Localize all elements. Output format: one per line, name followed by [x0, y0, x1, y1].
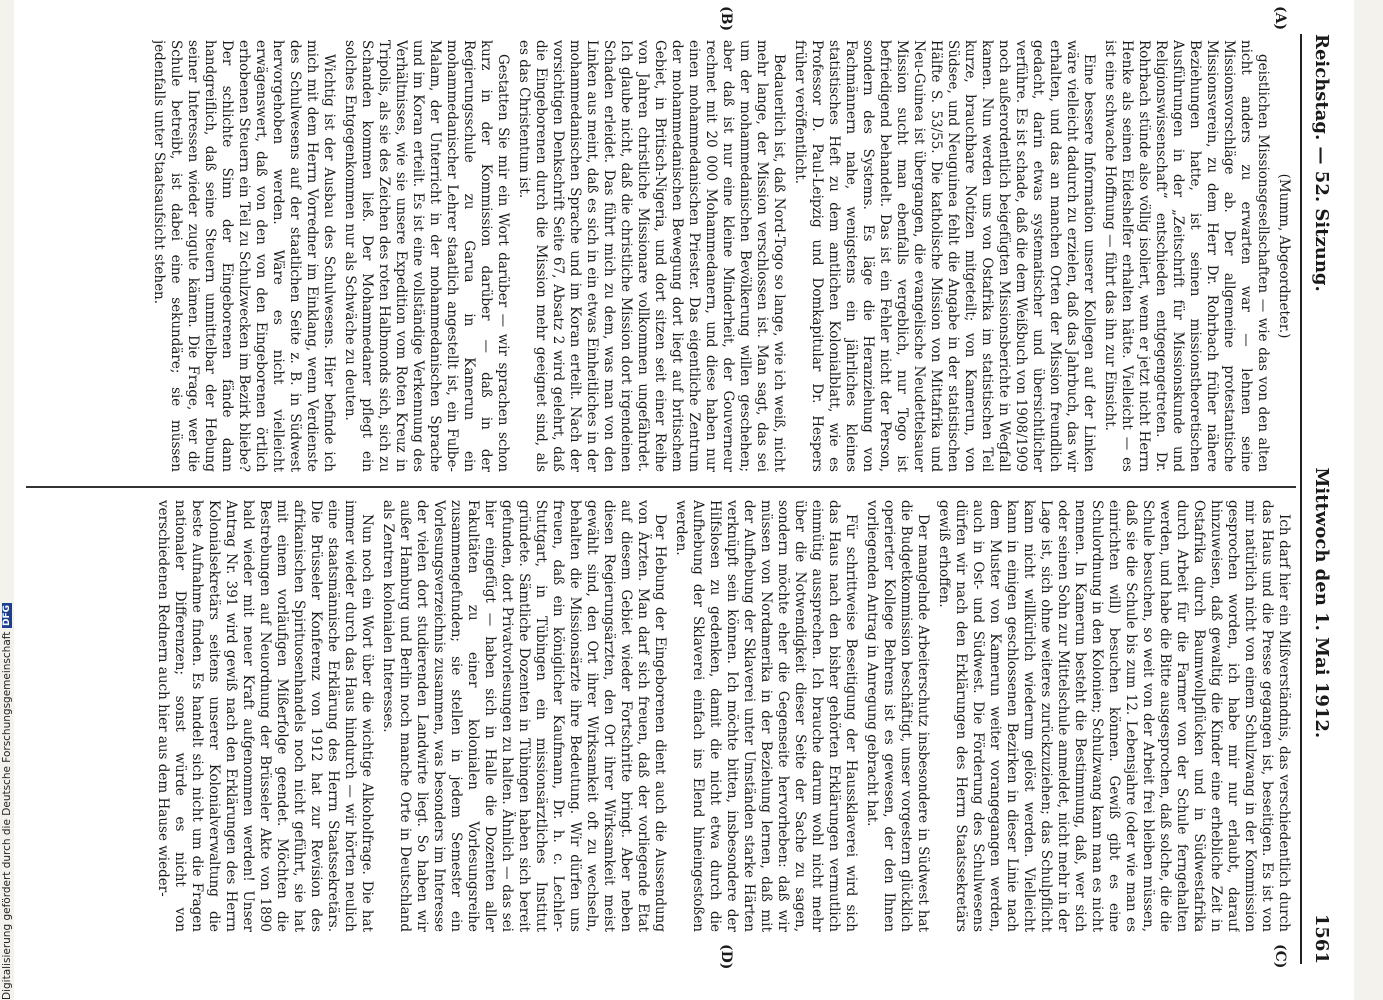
paragraph: Eine bessere Information unserer Kollegen auf der Linken wäre vielleicht dadurch zu erzielen, daß das Jahrbuch, das wir erhalten, und das an manchen Orten der Mission freundlich gedacht, darin etwas systematischer und übersichtlicher verführe. Es ist schade, daß die dem Weißbuch von 1908/1909 noch außerordentlich beigefügten Missionsberichte in Wegfall kamen. Nun werden uns von Ostafrika im statistischen Teil kurze, brauchbare Notizen mitgeteilt; von Kamerun, von Südsee, und Neuguinea fehlt die Angabe in der statistischen Hälfte S. 53/55. Die katholische Mission von Mittafrika und Neu-Guinea ist übergangen, die evangelische Neudettelsauer Mission sucht man ebenfalls vergeblich, nur Togo ist befriedigend behandelt. Das ist ein Fehler nicht der Person, sondern des Systems. Es läge die Heranziehung von Fachmännern nahe, wenigstens ein jährliches kleines statistisches Heft zu dem amtlichen Kolonialblatt, wie es Professor D. Paul-Leipzig und Domkapitular Dr. Hespers früher veröffentlicht. [792, 40, 1097, 472]
margin-letter-d: (D) [718, 944, 734, 970]
margin-letter-c: (C) [1272, 944, 1288, 969]
header-left: Reichstag. — 52. Sitzung. [1311, 34, 1333, 292]
paragraph: Gestatten Sie mir ein Wort darüber — wir sprachen schon kurz in der Kommission darüber — daß in der Regierungsschule zu Garua in Kamerun ein mohammedanischer Lehrer staatlich angestellt ist, ein Fulbe-Malam, der Unterricht in der mohammedanischen Sprache und im Koran erteilt. Es ist eine vollständige Verkennung des Verhältnisses, wie sie unsere Expedition vom Roten Kreuz in Tripolis, als sie des Zeichen des roten Halbmonds sich, sich zu Schanden kommen ließ. Der Mohammedaner pflegt ein solches Entgegenkommen nur als Schwäche zu deuten. [342, 40, 511, 472]
column-divider [26, 486, 1296, 488]
credit-text: Digitalisierung gefördert durch die Deutsche Forschungsgemeinschaft [1, 631, 13, 1000]
margin-letter-b: (B) [718, 6, 734, 32]
header-center: Mittwoch den 1. Mai 1912. [1311, 467, 1333, 739]
paragraph: Der mangelnde Arbeiterschutz insbesondere in Südwest hat die Budgetkommission beschäftigt, unser vorgestern glücklich operierter Kollege Behrens ist es gewesen, der den Ihnen vorliegenden Antrag in Anregung gebracht hat. [864, 500, 931, 932]
page-number: 1561 [1311, 913, 1333, 964]
paragraph: Nun noch ein Wort über die wichtige Alkoholfrage. Die hat immer wieder durch das Haus hindurch — wir hörten neulich eine staatsmännische Erklärung des Herrn Staatssekretärs. Die Brüsseler Konferenz von 1912 hat zur Revision des afrikanischen Spirituosenhandels noch nicht geführt, sie hat mit einem vorläufigen Mißerfolge geendet. Möchten die Bestrebungen auf Neuordnung der Brüsseler Akte von 1890 bald wieder mit neuer Kraft aufgenommen werden! Unser Antrag Nr. 391 wird gewiß nach den Erklärungen des Herrn Kolonialsekretärs seitens unserer Kolonialverwaltung die beste Aufnahme finden. Es handelt sich nicht um die Fragen nationaler Differenzen; sonst würde es nicht von verschiedenen Rednern auch hier aus dem Hause wieder- [155, 500, 375, 932]
paragraph: Ich darf hier ein Mißverständnis, das verschiedentlich durch das Haus und die Presse gegangen ist, beseitigen. Es ist von mir natürlich nicht von einem Schulzwang in der Kommission gesprochen worden, ich habe mir nur erlaubt, darauf hinzuweisen, daß gewaltig die Kinder eine erhebliche Zeit in Ostafrika durch Baumwollpflücken und in Südwestafrika durch Arbeit für die Farmer von der Schule ferngehalten werden, und habe die Bitte ausgesprochen, daß solche, die die Schule besuchen, so weit von der Arbeit frei bleiben müssen, daß sie die Schule bis zum 12. Lebensjahre (oder wie man es einrichten will) besuchen können. Gewiß gibt es eine Schulordnung in den Kolonien; Schulzwang kann man es nicht nennen. In Kamerun besteht die Bestimmung, daß, wer sich oder seinen Sohn zur Mittelschule anmeldet, nicht mehr in der Lage ist, sich ohne weiteres zurückzuziehen; das Schulpflicht kann nicht willkürlich wiederum gelöst werden. Vielleicht kann in einigen geschlossenen Bezirken in dieser Linie nach dem Muster von Kamerun weiter vorangegangen werden, auch in Ost- und Südwest. Die Förderung des Schulwesens dürfen wir nach den Erklärungen des Herrn Staatssekretärs gewiß erhoffen. [936, 500, 1292, 932]
paragraph: geistlichen Missionsgesellschaften — wie das von den alten nicht anders zu erwarten war — lehnen seine Missionsvorschläge ab. Der allgemeine protestantische Missionsverein, zu dem Herr Dr. Rohrbach früher nähere Beziehungen hatte, ist seinen missionstheoretischen Ausführungen in der „Zeitschrift für Missionskunde und Religionswissenschaft“ entschieden entgegengetreten. Dr. Rohrbach stünde also völlig isoliert, wenn er jetzt nicht Herrn Henke als seinen Eideshelfer erhalten hätte. Vielleicht — es ist eine schwache Hoffnung — führt das ihn zur Einsicht. [1102, 40, 1271, 472]
scanned-page [14, 0, 1354, 1000]
digitization-credit [0, 575, 14, 1000]
margin-letter-a: (A) [1272, 6, 1288, 31]
paragraph: Für schrittweise Beseitigung der Haussklaverei wird sich das Haus nach den bisher gehörten Erklärungen vermutlich einmütig aussprechen. Ich brauche darum wohl nicht mehr über die Notwendigkeit dieser Seite der Sache zu sagen, sondern möchte eher die Gegenseite hervorheben: daß wir müssen von Nordamerika in der Beziehung lernen, daß mit der Aufhebung der Sklaverei unter Umständen starke Härten verknüpft sein können. Ich möchte bitten, insbesondere der Hilfslosen zu gedenken, damit die nicht etwa durch die Aufhebung der Sklaverei einfach ins Elend hineingestoßen werden. [673, 500, 859, 932]
paragraph: Bedauerlich ist, daß Nord-Togo so lange, wie ich weiß, nicht mehr lange, der Mission verschlossen ist. Man sagt, das sei um der mohammedanischen Bevölkerung willen geschehen; aber daß ist nur eine kleine Minderheit, der Gouverneur rechnet mit 20 000 Mohammedanern, und diese haben nur einen mohammedanischen Priester. Das eigentliche Zentrum der mohammedanischen Bewegung dort liegt auf britischem Gebiet, in Britisch-Nigeria, und dort sitzen seit einer Reihe von Jahren christliche Missionare vollkommen ungefährdet. Ich glaube nicht, daß die christliche Mission dort irgendeinen Schaden erleidet. Das führt mich zu dem, was man von den Linken aus meint, daß es sich in ein etwas Einheitliches in der mohammedanischen Sprache und im Koran erteilt. Nach der vorsichtigen Denkschrift Seite 67, Absatz 2 wird gelehrt, daß die Eingeborenen durch die Mission mehr geeignet sind, als es das Christentum ist. [516, 40, 787, 472]
left-column [32, 40, 1292, 472]
page-header [1300, 34, 1342, 964]
dfg-logo: DFG [2, 604, 12, 626]
paragraph: Der Hebung der Eingeborenen dient auch die Aussendung von Ärzten. Man darf sich freuen, daß der vorliegende Etat auf diesem Gebiet wieder Fortschritte bringt. Aber neben diesen Regierungsärzten, den Ort ihrer Wirksamkeit meist gewählt sind, den Ort ihrer Wirksamkeit oft zu wechseln, behalten die Missionsärzte ihre Bedeutung. Wir dürfen uns freuen, daß ein königlicher Kaufmann, Dr. h. c. Lechler-Stuttgart, in Tübingen ein missionsärztliches Institut gründete. Sämtliche Dozenten in Tübingen haben sich bereit gefunden, dort Privatvorlesungen zu halten. Ähnlich — das sei hier eingefügt — haben sich in Halle die Dozenten aller Fakultäten zu einer kolonialen Vorlesungsreihe zusammengefunden; sie stellen in jedem Semester ein Vorlesungsverzeichnis zusammen, was besonders im Interesse der vielen dort studierenden Landwirte liegt. So haben wir außer Hamburg und Berlin noch manche Orte in Deutschland als Zentren kolonialen Interesses. [380, 500, 668, 932]
paragraph: (Mumm, Abgeordneter.) [1276, 173, 1292, 339]
right-column [32, 500, 1292, 932]
paragraph: Wichtig ist der Ausbau des Schulwesens. Hier befinde ich mich mit dem Herrn Vorredner im Einklang, wenn Verdienste des Schulwesens auf der staatlichen Seite z. B. in Südwest hervorgehoben werden. Wäre es nicht vielleicht erwägenswert, daß von den von den Eingeborenen örtlich erhobenen Steuern ein Teil zu Schulzwecken im Bezirk bliebe? Der schlichte Sinn der Eingeborenen fände dann handgreiflich, daß seine Steuern unmittelbar der Hebung seiner Interessen wieder zugute kämen. Die Frage, wer die Schule betreibt, ist dabei eine sekundäre; sie müssen jedenfalls unter Staatsaufsicht stehen. [151, 40, 337, 472]
